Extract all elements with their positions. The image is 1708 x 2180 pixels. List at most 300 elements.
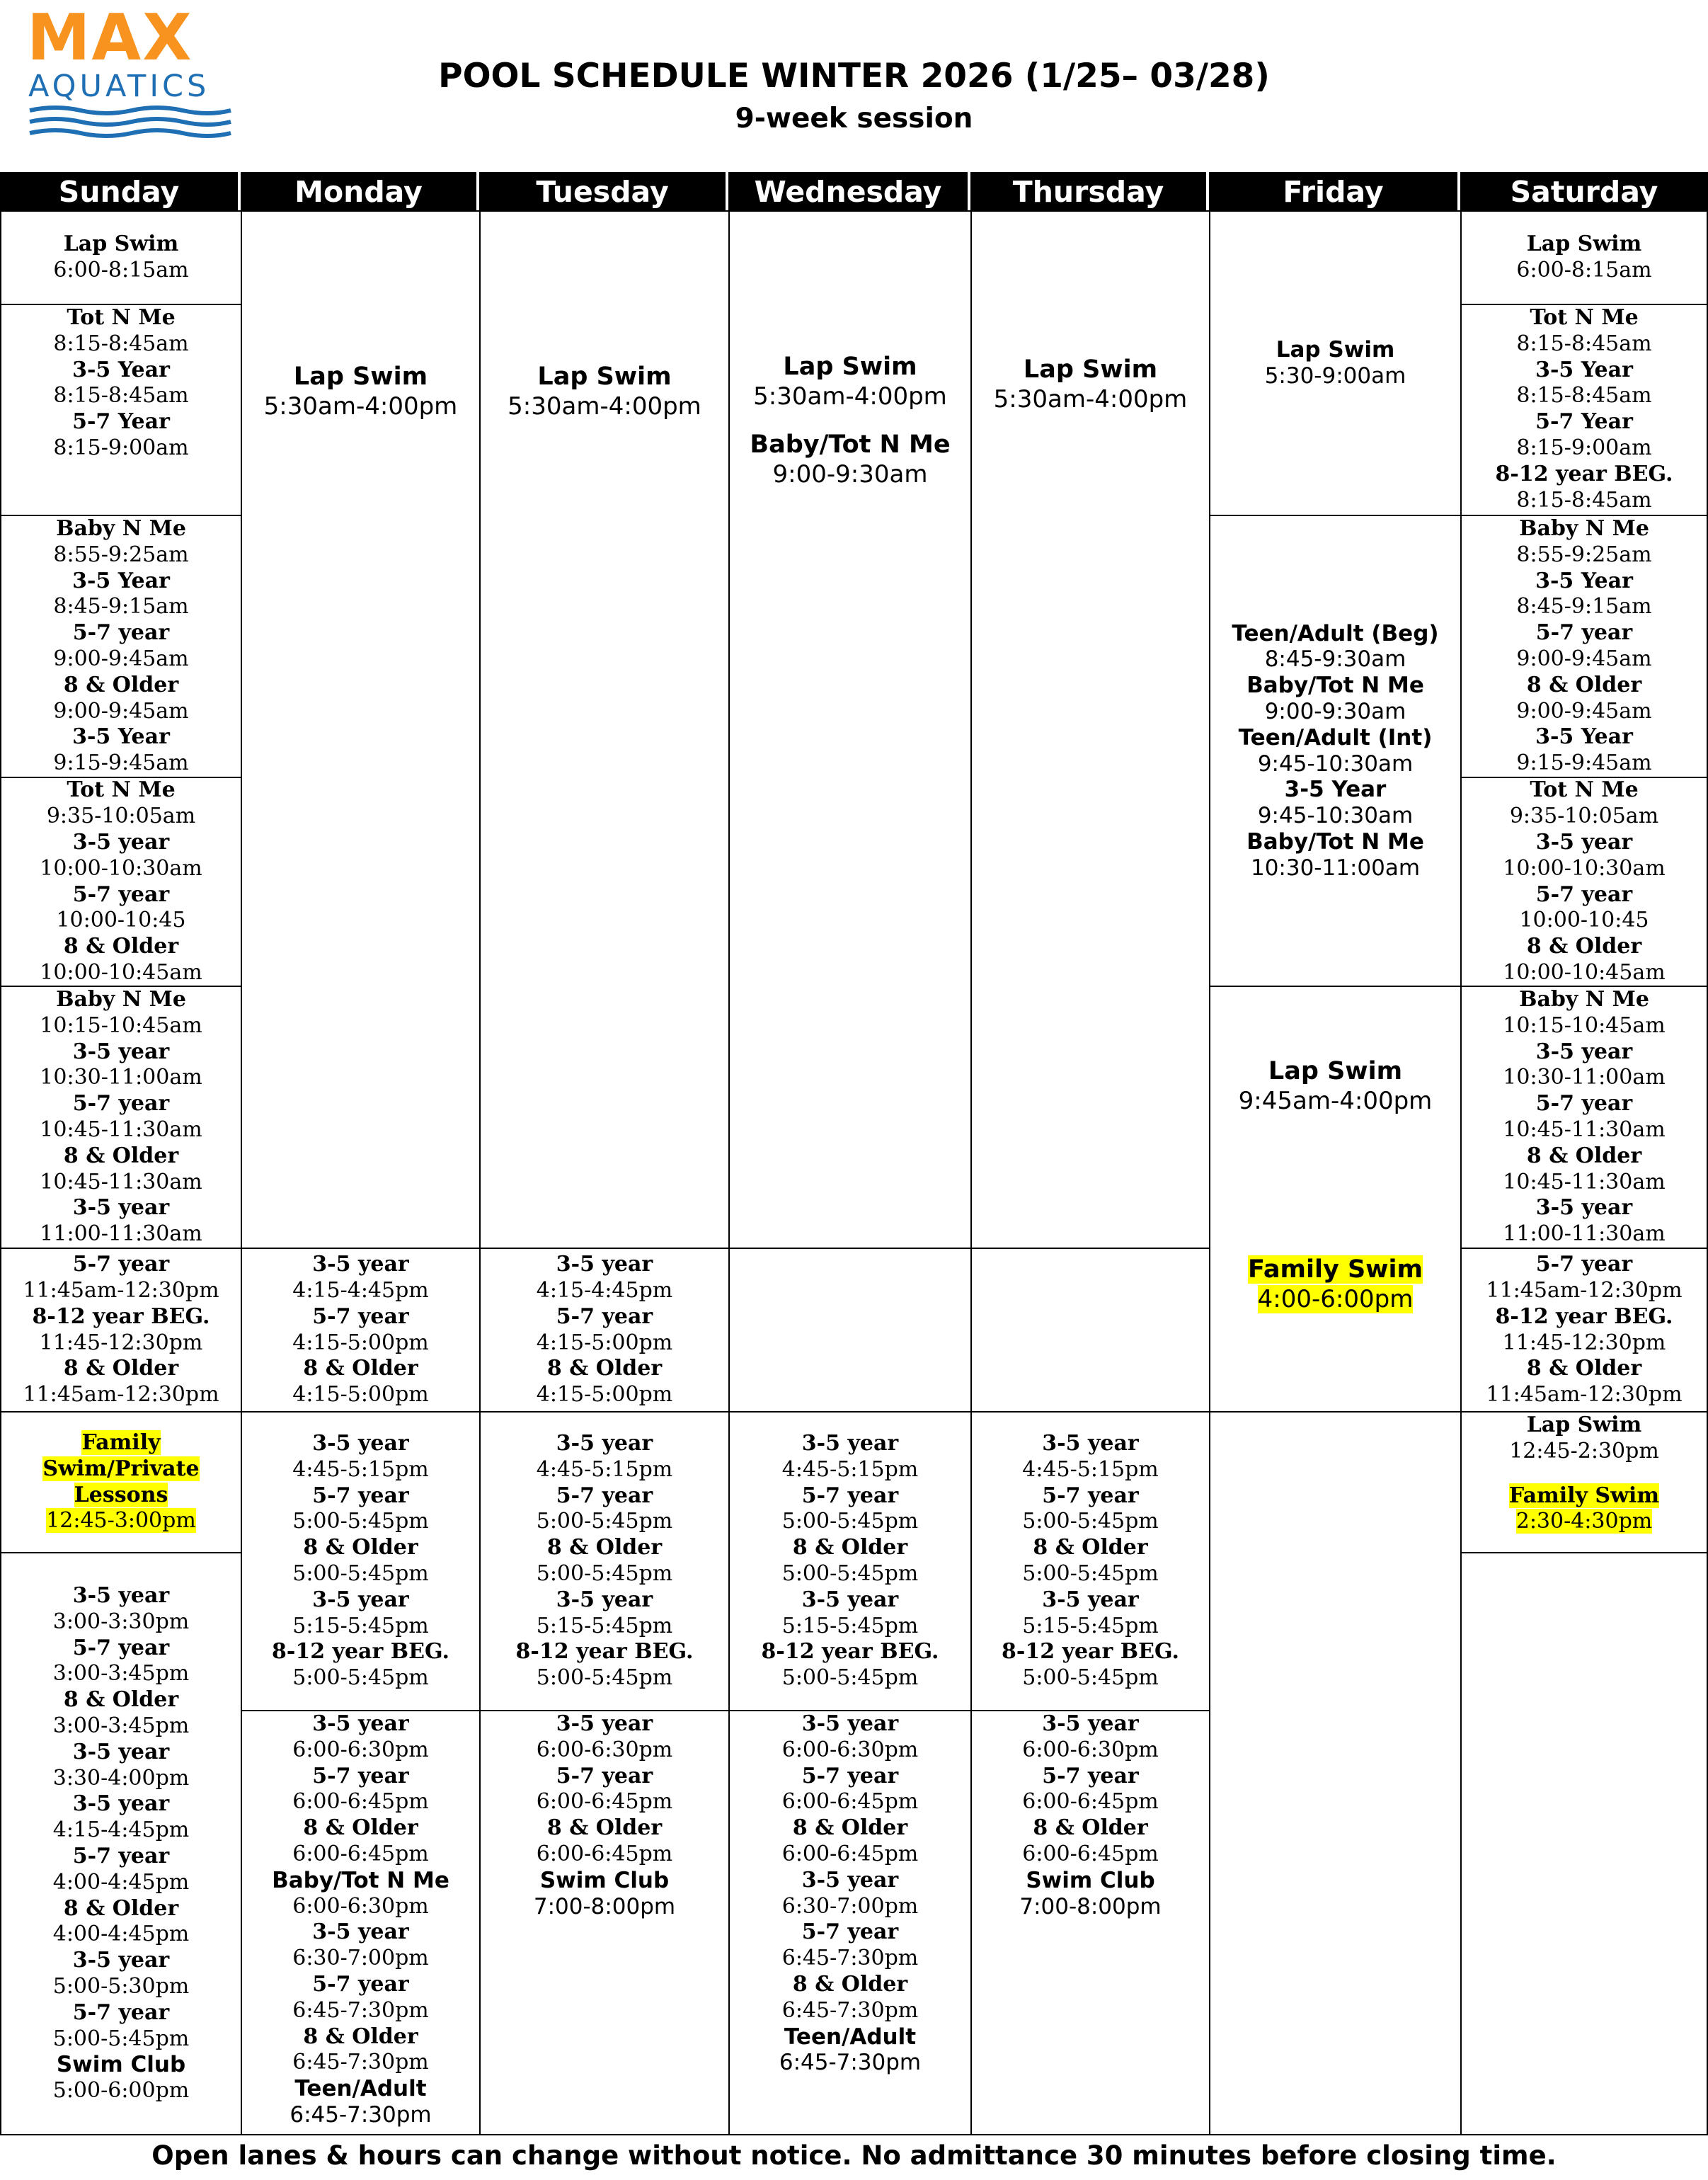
schedule-cell-monday (241, 210, 481, 1249)
class-line (73, 1948, 169, 1974)
class-line (64, 934, 178, 960)
class-line (1503, 1330, 1666, 1357)
class-line (1503, 856, 1665, 882)
class-text: 3-5 year (801, 1431, 899, 1456)
class-line (1527, 673, 1641, 699)
class-line (1042, 1587, 1138, 1614)
class-text: 9:00-9:45am (53, 698, 189, 724)
class-line (40, 1221, 202, 1248)
class-line (556, 1711, 653, 1737)
class-line (1516, 1509, 1653, 1535)
schedule-cell-sunday (0, 1248, 242, 1413)
class-text: 5-7 year (556, 1483, 653, 1508)
session-subtitle: 9-week session (735, 103, 973, 135)
class-line (782, 1614, 919, 1640)
class-line (290, 2102, 431, 2128)
day-header-saturday: Saturday (1460, 172, 1708, 210)
class-text: Family Swim (1248, 1255, 1423, 1284)
class-line (73, 1039, 169, 1066)
class-text: 5:00-6:00pm (52, 2078, 190, 2104)
class-line (1265, 699, 1406, 725)
class-text: 10:45-11:30am (40, 1169, 202, 1194)
class-line (53, 594, 188, 620)
class-line (57, 2052, 185, 2078)
class-line (1535, 569, 1633, 595)
class-text: 8:15-8:45am (53, 383, 189, 409)
class-text: 5-7 year (312, 1763, 409, 1788)
class-line (1022, 1509, 1159, 1535)
class-text: Family (81, 1429, 161, 1455)
class-text: 5-7 year (1042, 1483, 1139, 1508)
class-line (782, 1842, 919, 1868)
class-line (1002, 1639, 1179, 1665)
class-text: 12:45-3:00pm (46, 1508, 196, 1534)
class-text: 9:00-9:30am (772, 460, 928, 489)
schedule-cell-saturday (1460, 1248, 1708, 1413)
class-line (292, 1330, 429, 1357)
class-text: 5-7 year (72, 620, 170, 646)
class-line (793, 1815, 907, 1842)
class-line (1516, 435, 1651, 462)
class-line (73, 830, 169, 856)
schedule-cell-thursday (970, 210, 1210, 1249)
class-line (53, 435, 188, 462)
class-line (1022, 1842, 1159, 1868)
class-line (42, 1456, 199, 1483)
schedule-cell-sunday (0, 986, 242, 1249)
class-line (537, 1665, 673, 1691)
class-text: 11:45am-12:30pm (1486, 1382, 1683, 1408)
class-text: 3-5 Year (1284, 777, 1387, 803)
class-line (1248, 1255, 1423, 1284)
class-text: 8 & Older (63, 1895, 179, 1921)
class-text: 12:45-2:30pm (1509, 1438, 1659, 1463)
class-line (312, 1304, 408, 1330)
class-text: 8 & Older (303, 1815, 418, 1841)
class-text: Lap Swim (537, 363, 672, 391)
class-text: 3-5 year (1042, 1587, 1139, 1612)
schedule-cell-monday (241, 1411, 481, 1711)
class-text: 4:45-5:15pm (1022, 1456, 1159, 1482)
class-text: 9:00-9:45am (53, 646, 189, 671)
class-line (782, 1946, 919, 1972)
class-line (1503, 1013, 1665, 1039)
class-line (292, 1614, 429, 1640)
class-line (272, 1868, 449, 1894)
class-line (23, 1278, 219, 1304)
class-line (1516, 699, 1651, 725)
schedule-cell-saturday (1460, 777, 1708, 987)
class-text: 5-7 Year (1535, 409, 1633, 435)
class-text: Lap Swim (1526, 1413, 1642, 1437)
class-text: 6:00-6:30pm (292, 1737, 429, 1762)
schedule-cell-sunday (0, 1411, 242, 1553)
class-text: 8:15-9:00am (1516, 435, 1652, 460)
class-line (53, 751, 188, 777)
class-line (782, 1737, 919, 1764)
class-line (40, 1330, 203, 1357)
class-line (753, 382, 947, 411)
schedule-cell-sunday (0, 210, 242, 305)
schedule-cell-monday (241, 1710, 481, 2135)
class-text: 5-7 year (72, 1999, 170, 2025)
class-text: 3-5 year (1535, 1195, 1633, 1221)
class-line (73, 882, 169, 908)
class-text: 3:00-3:45pm (52, 1713, 190, 1739)
class-text: Baby N Me (56, 987, 186, 1012)
class-line (1022, 1665, 1159, 1691)
class-text: 8 & Older (792, 1535, 908, 1560)
class-line (1496, 462, 1673, 488)
class-text: Tot N Me (67, 305, 176, 330)
class-line (1026, 1868, 1154, 1894)
schedule-cell-saturday (1460, 986, 1708, 1249)
class-text: 4:15-5:00pm (536, 1382, 673, 1408)
class-text: Teen/Adult (Beg) (1232, 620, 1439, 646)
class-text: 6:45-7:30pm (292, 1997, 429, 2023)
class-text: 5-7 year (1535, 881, 1633, 907)
class-line (537, 1457, 673, 1483)
class-text: 3-5 Year (1535, 568, 1633, 593)
class-line (73, 1252, 169, 1278)
max-aquatics-logo (24, 1, 236, 139)
schedule-cell-friday (1209, 1411, 1462, 2135)
schedule-cell-saturday (1460, 210, 1708, 305)
class-text: 5-7 year (72, 1091, 170, 1117)
class-line (53, 1766, 190, 1792)
footer-notice: Open lanes & hours can change without notice. No admittance 30 minutes before closing time. (151, 2140, 1557, 2171)
schedule-cell-tuesday (479, 1710, 730, 2135)
class-text: 8:15-8:45am (1516, 487, 1652, 513)
class-text: 6:00-6:45pm (536, 1789, 673, 1815)
class-line (1251, 855, 1420, 881)
class-text: 7:00-8:00pm (533, 1893, 676, 1919)
class-line (1516, 488, 1651, 514)
class-text: 6:00-6:45pm (292, 1789, 429, 1815)
class-text: 5-7 Year (72, 409, 170, 435)
class-text: 3-5 year (556, 1431, 653, 1456)
class-line (516, 1639, 694, 1665)
class-line (40, 1170, 202, 1196)
class-line (1519, 516, 1649, 542)
class-text: 6:45-7:30pm (781, 1997, 919, 2023)
class-line (783, 352, 917, 382)
class-line (1516, 594, 1651, 620)
class-line (1033, 1535, 1147, 1561)
class-text: 3:00-3:30pm (52, 1609, 190, 1634)
class-line (1258, 751, 1413, 777)
class-line (547, 1815, 662, 1842)
class-text: 3-5 year (801, 1711, 899, 1736)
day-header-thursday: Thursday (970, 172, 1209, 210)
class-line (292, 1789, 429, 1815)
class-text: Lap Swim (1268, 1057, 1403, 1085)
class-text: 11:45am-12:30pm (23, 1382, 219, 1408)
class-text: 5-7 year (1535, 620, 1633, 646)
class-line (1486, 1382, 1682, 1408)
class-line (53, 1661, 190, 1687)
class-text: 5-7 year (1535, 1252, 1633, 1277)
class-line (64, 1896, 178, 1922)
class-line (1033, 1815, 1147, 1842)
class-line (1510, 804, 1658, 830)
schedule-cell-thursday (970, 1710, 1210, 2135)
class-line (64, 1356, 178, 1382)
class-line (294, 2076, 426, 2102)
class-text: 8 & Older (1526, 934, 1642, 959)
class-text: Lap Swim (63, 232, 179, 257)
class-text: 3-5 year (72, 1195, 170, 1221)
class-text: 5:30-9:00am (1264, 363, 1406, 389)
class-text: 8 & Older (303, 2024, 418, 2049)
class-line (1527, 1356, 1641, 1382)
class-text: 6:00-6:30pm (536, 1737, 673, 1762)
class-line (73, 1583, 169, 1609)
class-line (53, 1609, 190, 1636)
class-text: 9:35-10:05am (46, 804, 196, 829)
class-line (1276, 337, 1395, 363)
class-text: 4:00-6:00pm (1257, 1284, 1414, 1313)
class-text: 8 & Older (63, 1356, 179, 1381)
class-line (40, 1013, 202, 1039)
schedule-cell-wednesday (728, 1710, 972, 2135)
class-text: 5:00-5:45pm (781, 1665, 919, 1691)
class-line (53, 331, 188, 358)
class-text: 3-5 year (312, 1919, 409, 1945)
schedule-cell-sunday (0, 304, 242, 516)
class-text: 2:30-4:30pm (1515, 1509, 1653, 1534)
class-text: 4:15-4:45pm (536, 1277, 673, 1303)
class-text: 11:45-12:30pm (1502, 1330, 1666, 1355)
class-line (537, 1382, 673, 1408)
class-text: 4:45-5:15pm (292, 1456, 429, 1482)
class-line (537, 1789, 673, 1815)
class-text: 6:00-6:45pm (536, 1841, 673, 1866)
class-line (537, 362, 671, 392)
class-line (312, 1431, 408, 1457)
class-text: 8 & Older (1526, 1143, 1642, 1168)
class-text: 5:00-5:45pm (536, 1561, 673, 1586)
class-line (1246, 829, 1424, 855)
class-line (1536, 1252, 1632, 1278)
class-text: 5-7 year (312, 1483, 409, 1508)
class-line (793, 1972, 907, 1998)
class-line (1486, 1278, 1682, 1304)
class-line (1535, 724, 1633, 751)
class-line (53, 2078, 190, 2104)
class-line (1503, 1221, 1665, 1248)
class-line (1239, 725, 1433, 751)
class-text: 3-5 Year (72, 724, 170, 750)
class-line (1042, 1764, 1138, 1790)
class-line (556, 1587, 653, 1614)
day-header-sunday: Sunday (0, 172, 241, 210)
class-line (1042, 1711, 1138, 1737)
class-line (537, 1278, 673, 1304)
class-text: 3-5 Year (1535, 357, 1633, 382)
class-line (72, 409, 170, 435)
class-text: 3-5 year (801, 1587, 899, 1612)
class-text: 4:15-5:00pm (292, 1382, 429, 1408)
class-text: 8-12 year BEG. (32, 1303, 210, 1329)
class-line (1503, 1117, 1665, 1143)
class-text: 10:00-10:30am (1503, 855, 1666, 881)
class-line (1509, 1483, 1659, 1510)
class-text: 8 & Older (792, 1815, 908, 1841)
class-text: 10:15-10:45am (40, 1012, 202, 1038)
class-line (762, 1639, 939, 1665)
class-text: 5:15-5:45pm (1022, 1613, 1159, 1638)
class-line (73, 2000, 169, 2026)
class-line (750, 430, 950, 460)
class-line (1536, 1039, 1632, 1066)
class-line (782, 1894, 919, 1920)
class-line (1519, 987, 1649, 1013)
class-line (1022, 1457, 1159, 1483)
class-text: 3-5 year (72, 1583, 170, 1609)
logo-wordmark-max: MAX (27, 1, 193, 75)
class-text: 3-5 year (72, 1791, 170, 1817)
class-text: 10:00-10:45am (40, 959, 202, 985)
class-text: 4:00-4:45pm (52, 1922, 190, 1947)
class-line (53, 646, 188, 673)
class-line (782, 1561, 919, 1587)
class-line (1258, 1284, 1414, 1314)
class-line (73, 620, 169, 646)
class-line (1535, 409, 1633, 435)
class-text: 11:00-11:30am (40, 1221, 202, 1247)
class-line (74, 1483, 168, 1509)
schedule-cell-saturday (1460, 304, 1708, 516)
class-text: 8:45-9:15am (1516, 594, 1652, 620)
class-line (1246, 673, 1424, 699)
class-text: Teen/Adult (784, 2024, 917, 2050)
class-line (292, 1278, 429, 1304)
class-text: 5-7 year (801, 1919, 899, 1945)
class-line (779, 2050, 921, 2076)
class-line (53, 1870, 190, 1896)
class-text: 6:45-7:30pm (292, 2050, 429, 2075)
class-text: 5-7 year (72, 1635, 170, 1660)
class-text: 5:30am-4:00pm (993, 385, 1188, 413)
schedule-cell-tuesday (479, 1248, 730, 1413)
class-text: 8-12 year BEG. (761, 1639, 939, 1665)
class-text: Baby N Me (56, 516, 186, 542)
class-line (73, 1844, 169, 1870)
class-line (73, 1791, 169, 1817)
schedule-cell-sunday (0, 1552, 242, 2135)
class-text: 6:30-7:00pm (292, 1946, 429, 1971)
class-text: 11:45am-12:30pm (1486, 1277, 1683, 1303)
class-line (292, 1457, 429, 1483)
class-text: Swim Club (1026, 1867, 1155, 1893)
class-text: 5:15-5:45pm (781, 1613, 919, 1638)
class-line (56, 516, 186, 542)
class-text: 5:00-5:45pm (1022, 1561, 1159, 1586)
class-text: 5-7 year (312, 1303, 409, 1329)
class-text: 8:45-9:30am (1264, 646, 1406, 673)
class-text: 6:45-7:30pm (781, 1946, 919, 1971)
class-text: 10:30-11:00am (1250, 855, 1421, 881)
class-line (556, 1764, 653, 1790)
class-line (773, 460, 928, 489)
class-text: 8 & Older (63, 1143, 179, 1168)
class-line (784, 2024, 916, 2050)
class-line (264, 392, 458, 421)
schedule-cell-thursday (970, 1411, 1210, 1711)
class-text: Tot N Me (1530, 777, 1639, 803)
class-text: 5:00-5:45pm (292, 1509, 429, 1534)
class-text: 8 & Older (303, 1356, 418, 1381)
class-line (540, 1868, 669, 1894)
schedule-title: POOL SCHEDULE WINTER 2026 (1/25– 03/28) (438, 57, 1270, 96)
class-text: 8 & Older (1033, 1535, 1148, 1560)
class-text: 8:15-8:45am (1516, 331, 1652, 356)
class-line (73, 1091, 169, 1117)
class-line (547, 1356, 662, 1382)
class-line (802, 1483, 898, 1510)
class-text: 5:00-5:45pm (781, 1509, 919, 1534)
class-text: Tot N Me (1530, 305, 1639, 330)
class-line (56, 987, 186, 1013)
schedule-cell-friday (1209, 210, 1462, 516)
class-text: 4:00-4:45pm (52, 1869, 190, 1895)
class-line (272, 1639, 449, 1665)
class-line (312, 1587, 408, 1614)
class-line (782, 1789, 919, 1815)
class-line (1022, 1561, 1159, 1587)
class-text: 9:15-9:45am (53, 751, 189, 776)
class-text: 6:00-6:30pm (1022, 1737, 1159, 1762)
class-line (292, 1946, 429, 1972)
class-line (72, 569, 170, 595)
class-line (303, 2024, 418, 2050)
class-text: Teen/Adult (Int) (1238, 724, 1433, 751)
class-text: 10:00-10:45 (56, 908, 186, 933)
class-line (1527, 232, 1642, 258)
class-text: 8:15-8:45am (1516, 383, 1652, 409)
class-line (537, 1737, 673, 1764)
class-text: Lap Swim (1526, 232, 1642, 257)
class-line (802, 1587, 898, 1614)
day-header-tuesday: Tuesday (479, 172, 728, 210)
class-text: 10:45-11:30am (1503, 1169, 1666, 1194)
waves-icon (28, 105, 232, 140)
class-line (73, 1740, 169, 1766)
class-line (1516, 542, 1651, 569)
class-line (303, 1815, 418, 1842)
class-text: 10:30-11:00am (1503, 1065, 1666, 1090)
class-line (802, 1919, 898, 1946)
class-text: 9:15-9:45am (1516, 751, 1652, 776)
class-text: 11:45-12:30pm (39, 1330, 203, 1355)
class-text: 6:00-8:15am (1516, 258, 1652, 283)
class-line (1022, 1614, 1159, 1640)
class-line (1496, 1304, 1673, 1330)
class-text: 5-7 year (312, 1971, 409, 1997)
class-line (547, 1535, 662, 1561)
class-text: 8 & Older (1526, 1356, 1642, 1381)
class-line (534, 1894, 675, 1920)
class-line (994, 384, 1188, 414)
class-text: 3:00-3:45pm (52, 1661, 190, 1687)
schedule-cell-wednesday (728, 210, 972, 1249)
class-text: 6:00-6:45pm (1022, 1841, 1159, 1866)
class-line (1516, 258, 1651, 284)
class-line (782, 1998, 919, 2024)
class-text: 4:15-4:45pm (52, 1817, 190, 1843)
class-line (46, 1508, 196, 1534)
